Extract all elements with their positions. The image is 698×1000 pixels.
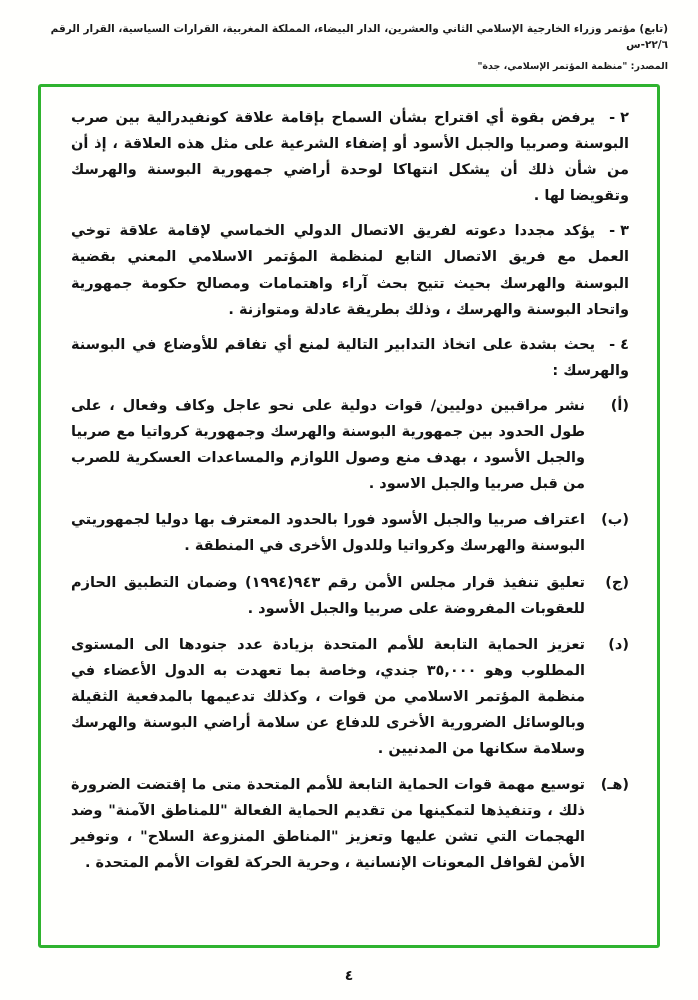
- sub-item-text: توسيع مهمة قوات الحماية التابعة للأمم المتحدة متى ما إقتضت الضرورة ذلك ، وتنفيذها لتمكينها من تقديم الحماية الفعالة "للمناطق الآمنة" وضد الهجمات التي تشن عليها وتعزيز "المناطق المنزوعة السلاح" ، وتوفير الأمن لقوافل المعونات الإنسانية ، وحرية الحركة لقوات الأمم المتحدة .: [71, 777, 585, 872]
- list-item-2: [71, 105, 629, 209]
- sub-item-letter: (أ): [610, 397, 629, 414]
- item-number: ٣ -: [609, 223, 629, 240]
- sub-item-a: [71, 393, 629, 497]
- item-text: يحث بشدة على اتخاذ التدابير التالية لمنع أي تفاقم للأوضاع في البوسنة والهرسك :: [71, 336, 629, 379]
- header-title: (تابع) مؤتمر وزراء الخارجية الإسلامي الثاني والعشرين، الدار البيضاء، المملكة المغربية، القرارات السياسية، القرار الرقم ٢٢/٦-س: [50, 23, 668, 51]
- header-source: المصدر: "منظمة المؤتمر الإسلامي، جدة": [477, 60, 668, 72]
- sub-item-text: نشر مراقبين دوليين/ قوات دولية على نحو عاجل وكاف وفعال ، على طول الحدود بين جمهورية البوسنة والهرسك وجمهورية كرواتيا مع صربيا والجبل الأسود ، بهدف منع وصول اللوازم والمساعدات العسكرية للصرب من قبل صربيا والجبل الاسود .: [71, 397, 585, 493]
- sub-item-h: [71, 772, 629, 876]
- sub-item-j: [71, 570, 629, 622]
- item-text: يؤكد مجددا دعوته لفريق الاتصال الدولي الخماسي لإقامة علاقة توخي العمل مع فريق الاتصال التابع لمنظمة المؤتمر الاسلامي المعني بقضية البوسنة والهرسك بحيث تتيح بحث آراء واهتمامات ومصالح حكومة جمهورية واتحاد البوسنة والهرسك ، وذلك بطريقة عادلة ومتوازنة .: [71, 223, 629, 318]
- list-item-4: [71, 332, 629, 384]
- sub-item-letter: (ب): [601, 512, 629, 529]
- sub-item-letter: (ج): [605, 574, 629, 591]
- document-header: [0, 0, 698, 72]
- sub-item-b: [71, 507, 629, 559]
- item-number: ٢ -: [609, 110, 629, 126]
- sub-item-d: [71, 632, 629, 762]
- sub-item-letter: (هـ): [600, 777, 629, 794]
- item-text: يرفض بقوة أي اقتراح بشأن السماح بإقامة علاقة كونفيدرالية بين صرب البوسنة وصربيا والجبل الأسود أو إضفاء الشرعية على مثل هذه العلاقة ، إذ أن من شأن ذلك أن يشكل انتهاكا لوحدة أراضي جمهورية البوسنة والهرسك وتقويضا لها .: [71, 110, 629, 205]
- sub-item-text: اعتراف صربيا والجبل الأسود فورا بالحدود المعترف بها دوليا لجمهوريتي البوسنة والهرسك وكرواتيا وللدول الأخرى في المنطقة .: [71, 512, 585, 555]
- page-number: ٤: [344, 968, 354, 984]
- sub-item-text: تعليق تنفيذ قرار مجلس الأمن رقم ٩٤٣(١٩٩٤) وضمان التطبيق الحازم للعقوبات المفروضة على صربيا والجبل الأسود .: [71, 574, 585, 617]
- sub-item-text: تعزيز الحماية التابعة للأمم المتحدة بزيادة عدد جنودها الى المستوى المطلوب وهو ٣٥,٠٠٠ جندي، وخاصة بما تعهدت به الدول الأعضاء في منظمة المؤتمر الاسلامي من قوات ، وكذلك تدعيمها بالمدفعية الثقيلة وبالوسائل الضرورية الأخرى للدفاع عن سلامة أراضي البوسنة والهرسك وسلامة سكانها من المدنيين .: [71, 636, 585, 758]
- sub-item-letter: (د): [608, 636, 629, 653]
- resolution-body-box: [38, 84, 660, 948]
- item-number: ٤ -: [609, 336, 629, 353]
- list-item-3: [71, 218, 629, 322]
